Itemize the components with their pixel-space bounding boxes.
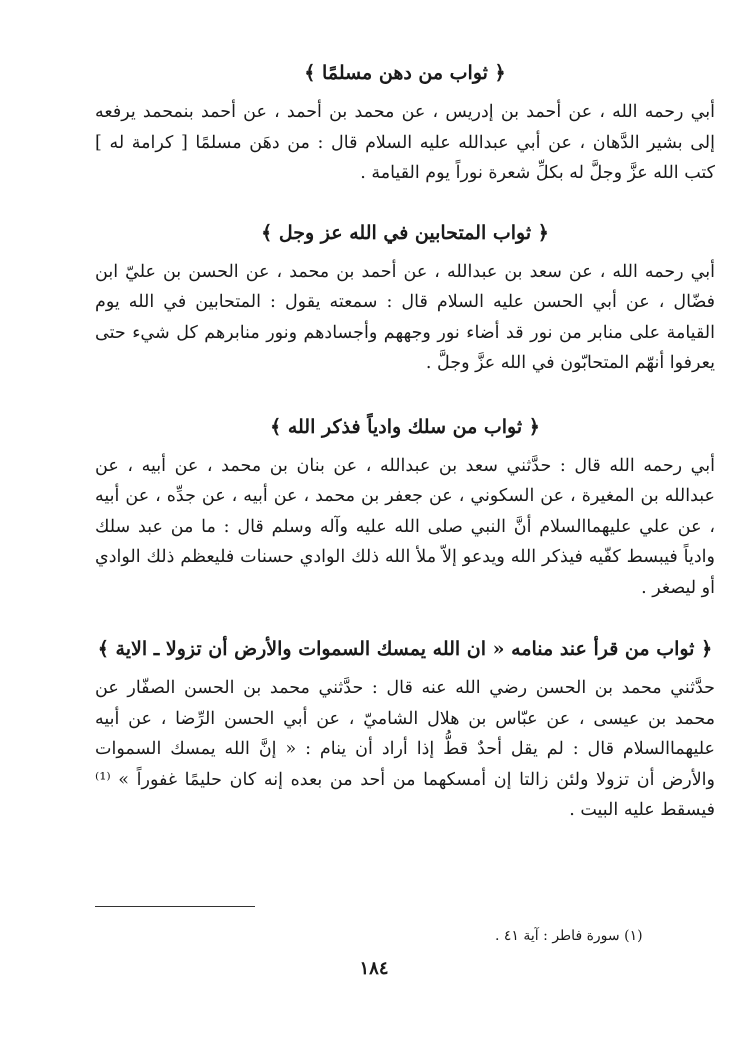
section-anointing-muslim: [95, 55, 715, 189]
section-body: أبي رحمه الله ، عن سعد بن عبدالله ، عن أحمد بن محمد ، عن الحسن بن عليّ ابن فضّال ، عن أبي الحسن عليه السلام قال : سمعته يقول : المتحابين في الله يوم القيامة على منابر من نور قد أضاء نور وجههم وأجسادهم ونور منابرهم كل شيء حتى يعرفوا أنهّم المتحابّون في الله عزَّ وجلَّ .: [95, 261, 715, 373]
section-heading: ﴿ ثواب من دهن مسلمًا ﴾: [304, 62, 506, 84]
section-heading: ﴿ ثواب من قرأ عند منامه « ان الله يمسك السموات والأرض أن تزولا ـ الاية ﴾: [97, 638, 713, 660]
section-valley-remembrance: [95, 409, 715, 604]
page-number: ١٨٤: [359, 958, 389, 979]
section-heading: ﴿ ثواب من سلك وادياً فذكر الله ﴾: [270, 415, 540, 438]
footnote-divider: [95, 906, 255, 907]
section-heading: ﴿ ثواب المتحابين في الله عز وجل ﴾: [261, 221, 549, 244]
section-bedtime-verse: [95, 631, 715, 826]
footnote: [95, 926, 715, 946]
section-body: أبي رحمه الله قال : حدَّثني سعد بن عبدالله ، عن بنان بن محمد ، عن أبيه ، عن عبدالله بن المغيرة ، عن السكوني ، عن جعفر بن محمد ، عن أبيه ، عن جدِّه ، عن أبيه ، عن علي عليهماالسلام أنَّ النبي صلى الله عليه وآله وسلم قال : ما من عبد سلك وادياً فيبسط كفّيه فيذكر الله ويدعو إلاّ ملأ الله ذلك الوادي حسنات فليعظم ذلك الوادي أو ليصغر .: [95, 455, 715, 598]
footnote-text: (١) سورة فاطر : آية ٤١ .: [495, 928, 643, 944]
section-mutual-love-in-god: [95, 215, 715, 379]
section-body: أبي رحمه الله ، عن أحمد بن إدريس ، عن محمد بن أحمد ، عن أحمد بنمحمد يرفعه إلى بشير الدَّهان ، عن أبي عبدالله عليه السلام قال : من دهَن مسلمًا [ كرامة له ] كتب الله عزَّ وجلَّ له بكلِّ شعرة نوراً يوم القيامة .: [95, 102, 715, 183]
section-body: حدَّثني محمد بن الحسن رضي الله عنه قال : حدَّثني محمد بن الحسن الصفّار عن محمد بن عيسى ، عن عبّاس بن هلال الشاميّ ، عن أبي الحسن الرِّضا ، عن أبيه عليهماالسلام قال : لم يقل أحدٌ قطُّ إذا أراد أن ينام : « إنَّ الله يمسك السموات والأرض أن تزولا ولئن زالتا إن أمسكهما من أحد من بعده إنه كان حليمًا غفوراً » ⁽¹⁾ فيسقط عليه البيت .: [95, 678, 715, 820]
page-content: [95, 55, 715, 826]
